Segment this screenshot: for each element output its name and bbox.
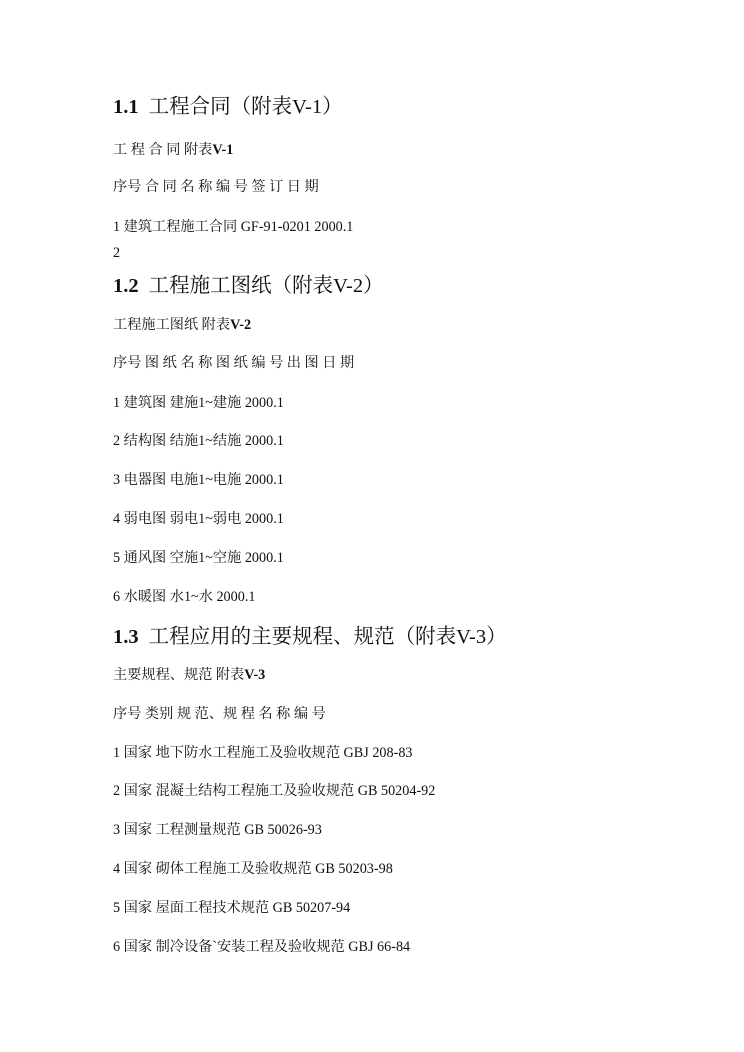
table-row: 5 国家 屋面工程技术规范 GB 50207-94 <box>113 900 351 916</box>
caption-text: 工 程 合 同 附表 <box>113 142 213 158</box>
section-title: 工程合同（附表V-1） <box>148 96 343 118</box>
table-header-row: 序号 类别 规 范、规 程 名 称 编 号 <box>113 706 326 722</box>
table-row: 4 国家 砌体工程施工及验收规范 GB 50203-98 <box>113 861 393 877</box>
caption-code: V-1 <box>212 142 234 158</box>
section-number: 1.2 <box>113 275 139 297</box>
caption-code: V-2 <box>230 317 252 333</box>
table-row: 2 国家 混凝土结构工程施工及验收规范 GB 50204-92 <box>113 783 436 799</box>
section-number: 1.3 <box>113 626 139 648</box>
table-caption <box>113 143 233 157</box>
table-row: 2 <box>113 245 121 261</box>
caption-code: V-3 <box>244 667 266 683</box>
table-row: 5 通风图 空施1~空施 2000.1 <box>113 550 284 566</box>
section-heading <box>113 276 384 297</box>
caption-text: 主要规程、规范 附表 <box>113 667 245 683</box>
table-header-row: 序号 合 同 名 称 编 号 签 订 日 期 <box>113 179 319 195</box>
table-row: 3 国家 工程测量规范 GB 50026-93 <box>113 822 322 838</box>
table-row: 1 建筑图 建施1~建施 2000.1 <box>113 395 284 411</box>
table-row: 1 国家 地下防水工程施工及验收规范 GBJ 208-83 <box>113 745 413 761</box>
table-header-row: 序号 图 纸 名 称 图 纸 编 号 出 图 日 期 <box>113 355 355 371</box>
section-number: 1.1 <box>113 96 139 118</box>
table-row: 6 水暖图 水1~水 2000.1 <box>113 589 256 605</box>
table-caption <box>113 318 251 332</box>
section-heading <box>113 627 507 648</box>
caption-text: 工程施工图纸 附表 <box>113 317 231 333</box>
table-row: 2 结构图 结施1~结施 2000.1 <box>113 433 284 449</box>
table-caption <box>113 668 265 682</box>
section-title: 工程施工图纸（附表V-2） <box>148 275 384 297</box>
table-row: 1 建筑工程施工合同 GF-91-0201 2000.1 <box>113 219 354 235</box>
table-row: 4 弱电图 弱电1~弱电 2000.1 <box>113 511 284 527</box>
section-heading <box>113 97 343 118</box>
section-title: 工程应用的主要规程、规范（附表V-3） <box>148 626 507 648</box>
table-row: 6 国家 制冷设备`安装工程及验收规范 GBJ 66-84 <box>113 939 411 955</box>
table-row: 3 电器图 电施1~电施 2000.1 <box>113 472 284 488</box>
